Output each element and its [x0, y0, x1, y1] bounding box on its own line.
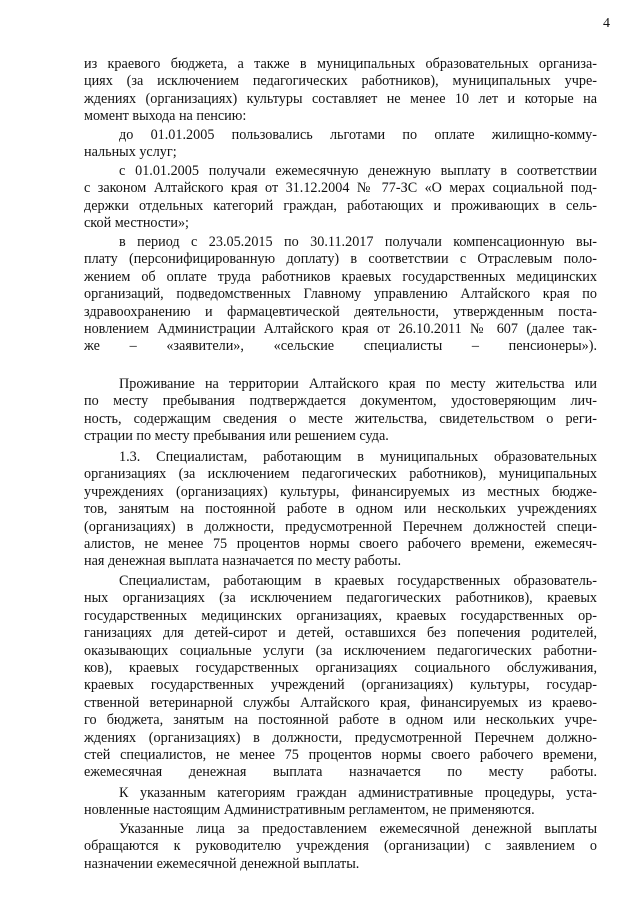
paragraph-4 [84, 234, 597, 373]
text-line: тов, занятым на постоянной работе в одном или нескольких учреждениях [84, 501, 597, 518]
paragraph-3 [84, 163, 597, 233]
text-line: К указанным категориям граждан административные процедуры, уста- [119, 785, 597, 801]
text-line: государственных медицинских организациях, краевых государственных ор- [84, 607, 597, 624]
text-line: ков), краевых государственных организациях социального обслуживания, [84, 659, 597, 676]
text-line: циях (за исключением педагогических работников), муниципальных учре- [84, 73, 597, 90]
text-line: держки отдельных категорий граждан, работающих и проживающих в сель- [84, 197, 597, 214]
text-line: алистов, не менее 75 процентов нормы своего рабочего времени, ежемесяч- [84, 535, 597, 552]
text-line: новленные настоящим Административным регламентом, не применяются. [84, 802, 535, 819]
text-line: организаций, подведомственных Главному управлению Алтайского края по [84, 286, 597, 303]
text-line: краевых государственных учреждений (организациях) культуры, государ- [84, 677, 597, 694]
text-line: ганизациях для детей-сирот и детей, оставшихся без попечения родителей, [84, 625, 597, 642]
text-line: ная денежная выплата назначается по месту работы. [84, 553, 402, 570]
paragraph-8 [84, 785, 597, 820]
text-line: здравоохранению и фармацевтической деятельности, утвержденным поста- [84, 303, 597, 320]
text-line [84, 356, 597, 373]
text-line: ской местности»; [84, 215, 189, 232]
text-line: нальных услуг; [84, 144, 177, 161]
text-line: обращаются к руководителю учреждения (организации) с заявлением о [84, 838, 597, 855]
text-line: с 01.01.2005 получали ежемесячную денежную выплату в соответствии [119, 163, 597, 179]
text-line: в период с 23.05.2015 по 30.11.2017 получали компенсационную вы- [119, 234, 597, 250]
text-line: с законом Алтайского края от 31.12.2004 № 77-ЗС «О мерах социальной под- [84, 180, 597, 197]
paragraph-5 [84, 376, 597, 446]
page-number: 4 [603, 16, 610, 31]
text-line: ждениях (организациях) в должности, предусмотренной Перечнем должно- [84, 729, 597, 746]
text-line: организациях (за исключением педагогических работников), муниципальных [84, 466, 597, 483]
text-line: ность, содержащим сведения о месте жительства, свидетельством о реги- [84, 410, 597, 427]
text-line: ственной ветеринарной службы Алтайского края, финансируемых из краево- [84, 694, 597, 711]
text-line: ждениях (организациях) культуры составляет не менее 10 лет и которые на [84, 90, 597, 107]
text-line: (организациях) в должности, предусмотренной Перечнем должностей специ- [84, 518, 597, 535]
text-line: момент выхода на пенсию: [84, 108, 247, 125]
paragraph-7 [84, 573, 597, 799]
text-line: Проживание на территории Алтайского края по месту жительства или [119, 376, 597, 392]
text-line: Специалистам, работающим в краевых государственных образователь- [119, 573, 597, 589]
text-line: Указанные лица за предоставлением ежемесячной денежной выплаты [119, 821, 597, 837]
text-line: учреждениях (организациях) культуры, финансируемых из местных бюдже- [84, 483, 597, 500]
paragraph-1 [84, 56, 597, 126]
paragraph-2 [84, 127, 597, 162]
paragraph-6 [84, 449, 597, 571]
text-line: по месту пребывания подтверждается документом, удостоверяющим лич- [84, 393, 597, 410]
text-line: жением об оплате труда работников краевых государственных медицинских [84, 268, 597, 285]
text-line: же – «заявители», «сельские специалисты – пенсионеры»). [84, 338, 597, 355]
text-line: ных организациях (за исключением педагогических работников), краевых [84, 590, 597, 607]
text-line: 1.3. Специалистам, работающим в муниципальных образовательных [119, 449, 597, 465]
text-line: новлением Администрации Алтайского края от 26.10.2011 № 607 (далее так- [84, 320, 597, 337]
text-line: страции по месту пребывания или решением суда. [84, 428, 389, 445]
text-line: ежемесячная денежная выплата назначается по месту работы. [84, 764, 597, 781]
text-line: до 01.01.2005 пользовались льготами по оплате жилищно-комму- [119, 127, 597, 143]
text-line: назначении ежемесячной денежной выплаты. [84, 855, 360, 872]
paragraph-9 [84, 821, 597, 873]
text-line: го бюджета, занятым на постоянной работе в одном или нескольких учре- [84, 712, 597, 729]
text-line: оказывающих социальные услуги (за исключением педагогических работни- [84, 642, 597, 659]
text-line: из краевого бюджета, а также в муниципальных образовательных организа- [84, 56, 597, 72]
text-line: плату (персонифицированную доплату) в соответствии с Отраслевым поло- [84, 251, 597, 268]
text-line: стей специалистов, не менее 75 процентов нормы своего рабочего времени, [84, 746, 597, 763]
